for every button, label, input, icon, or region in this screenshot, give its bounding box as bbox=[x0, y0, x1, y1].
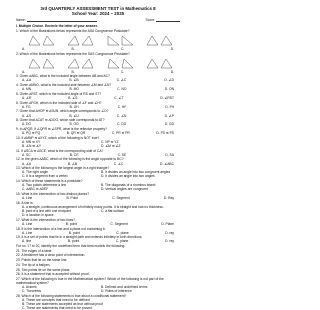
q2-option-a-figure[interactable] bbox=[27, 57, 57, 69]
q9-choice-d[interactable]: D. PS ≅ PS bbox=[156, 131, 174, 136]
q13-choice-b[interactable]: B. It divides an angle into two congruent angles bbox=[101, 170, 171, 175]
q15-choice-b[interactable]: B. Point bbox=[66, 196, 79, 201]
q2-option-c-figure[interactable] bbox=[106, 57, 136, 69]
q12-choice-d[interactable]: D. ∠ABC bbox=[160, 161, 174, 166]
question-21: 21. The edges of a table bbox=[16, 248, 52, 253]
q4-choice-a[interactable]: A. MN bbox=[22, 87, 32, 92]
q28-choice-b[interactable]: B. These are statements accepted as true without proof bbox=[22, 302, 103, 307]
q19-choice-b[interactable]: B. point bbox=[68, 239, 80, 244]
q2-figures bbox=[22, 57, 180, 69]
q19-choice-d[interactable]: D. ray bbox=[165, 239, 174, 244]
q17-choice-d[interactable]: D. Plane bbox=[161, 221, 174, 226]
q17-choice-c[interactable]: C. Segment bbox=[110, 221, 128, 226]
title-line-1: 3rd QUARTERLY ASSESSMENT TEST in Mathematics 8 bbox=[40, 6, 156, 11]
question-23: 23. Points that lie on the same line. bbox=[16, 258, 68, 263]
q18-choice-d[interactable]: D. ray bbox=[165, 230, 174, 235]
q14-choices bbox=[16, 183, 180, 191]
q4-choice-d[interactable]: D. ON bbox=[164, 87, 174, 92]
question-6: 6. Given ∆FGH, which is the included side of ∠F and ∠H? bbox=[16, 100, 102, 105]
q7-choice-b[interactable]: B. ∠U bbox=[69, 113, 79, 118]
q15-choices bbox=[16, 196, 180, 200]
q2-choice-d[interactable]: D. bbox=[170, 69, 174, 74]
question-24: 24. The tip of a ballpen. bbox=[16, 262, 51, 267]
q3-choice-a[interactable]: A. ∠A bbox=[22, 78, 32, 83]
q11-choice-c[interactable]: C. SE bbox=[117, 152, 127, 157]
question-7: 7. Given that ∆HOP ≅ ∆SUN, which angle corresponds to ∠O? bbox=[16, 109, 109, 114]
q27-choice-d[interactable]: D. Rules of inference bbox=[101, 289, 132, 294]
question-15: 15. What is the intersection of two distinct planes? bbox=[16, 192, 90, 196]
q6-choice-b[interactable]: B. GH bbox=[69, 104, 79, 109]
question-11: 11. If ∆SCA ≅ ∆SCE, what is the corresponding side of CA? bbox=[16, 148, 104, 153]
q16-choice-b[interactable]: B. part of a line with one endpoint bbox=[22, 208, 71, 213]
question-3: 3. Given ∆ABC, what is the included angle between AB and AC? bbox=[16, 74, 110, 79]
q12-choices bbox=[16, 162, 180, 166]
question-2: 2. Which of the illustrations below represents the SAS Congruence Postulate? bbox=[16, 51, 130, 56]
q5-choice-c[interactable]: C. ∠T bbox=[114, 96, 124, 100]
q6-choice-a[interactable]: A. FG bbox=[22, 104, 31, 109]
score-label: Score: bbox=[145, 18, 156, 22]
section-heading: I. Multiple Choice. Encircle the letter of your answer. bbox=[16, 24, 98, 29]
q1-choice-a[interactable]: A. bbox=[22, 46, 26, 51]
q18-choices bbox=[16, 231, 180, 235]
q8-choices bbox=[16, 122, 180, 126]
q11-choice-a[interactable]: A. SC bbox=[22, 152, 31, 157]
q8-choice-d[interactable]: D. GD bbox=[164, 122, 174, 127]
q6-choice-d[interactable]: D. FH bbox=[165, 104, 174, 109]
q27-choices bbox=[16, 285, 180, 293]
question-26: 26. It is a statement that is accepted without proof. bbox=[16, 272, 90, 277]
q2-choices bbox=[16, 70, 180, 74]
q11-choice-d[interactable]: D. SA bbox=[165, 152, 174, 157]
q27-choice-b[interactable]: B. Defined and undefined terms bbox=[101, 285, 148, 290]
q1-figures bbox=[22, 34, 180, 46]
q17-choices bbox=[16, 222, 180, 226]
question-10: 10. If ∆MNP ≅ ∆XYZ, which of the following is NOT true? bbox=[16, 135, 100, 140]
q16-choice-d[interactable]: D. a location in space bbox=[22, 213, 54, 218]
question-16: 16. A line is: bbox=[16, 200, 34, 205]
q1-choice-b[interactable]: B. bbox=[71, 46, 75, 51]
question-19: 19. It is a set of points that lie in a straight path and extends infinitely in both directions. bbox=[16, 235, 143, 240]
q14-choice-d[interactable]: D. Vertical angles are congruent bbox=[101, 187, 148, 192]
q1-choice-d[interactable]: D. bbox=[170, 46, 174, 51]
q17-choice-a[interactable]: A. Line bbox=[22, 221, 33, 226]
question-27: 27. Which of the following is true in the Mathematical system? Which of the following is not part of the mathematical system? bbox=[16, 276, 164, 285]
q9-choice-b[interactable]: B. QR ≅ QR bbox=[66, 131, 86, 136]
q12-choice-b[interactable]: B. ∠B bbox=[67, 161, 78, 166]
name-label: Name: bbox=[16, 18, 26, 22]
q12-choice-c[interactable]: C. ∠C bbox=[113, 161, 124, 166]
q1-option-b-figure[interactable] bbox=[66, 34, 96, 46]
q13-choice-a[interactable]: A. The right angle bbox=[22, 170, 48, 175]
q19-choice-c[interactable]: C. plane bbox=[116, 239, 129, 244]
question-5: 5. Given ∆RST, which is the included angle of RS and ST? bbox=[16, 91, 102, 96]
q2-option-d-figure[interactable] bbox=[145, 57, 175, 69]
q11-choice-b[interactable]: B. CE bbox=[69, 152, 79, 157]
q16-choice-c[interactable]: C. a flat surface bbox=[101, 208, 125, 213]
q3-choice-d[interactable]: D. ∠D bbox=[164, 78, 174, 83]
score-blank[interactable] bbox=[156, 21, 180, 22]
q7-choice-a[interactable]: A. ∠S bbox=[22, 113, 32, 118]
name-score-row bbox=[16, 18, 180, 22]
q28-choice-c[interactable]: C. These are statements that need to be proved bbox=[22, 306, 92, 310]
question-14: 14. Which of these statements is a postulate? bbox=[16, 179, 83, 184]
question-17: 17. What is the intersection of two lines? bbox=[16, 217, 76, 222]
q9-choices bbox=[16, 131, 180, 135]
q8-choice-a[interactable]: A. DO bbox=[22, 122, 31, 127]
q5-choice-b[interactable]: B. ∠S bbox=[68, 96, 78, 100]
q12-choice-a[interactable]: A. ∠A bbox=[22, 161, 32, 166]
question-22: 22. A bedsheet has a clear point of intersection. bbox=[16, 253, 86, 258]
q3-choice-b[interactable]: B. ∠B bbox=[69, 78, 79, 83]
q8-choice-c[interactable]: C. DG bbox=[117, 122, 127, 127]
question-13: 13. Which of the following is the largest angle in a right triangle? bbox=[16, 166, 110, 171]
q15-choice-c[interactable]: C. Segment bbox=[112, 196, 130, 201]
question-18: 18. It is the intersection of a line and a plane not containing it. bbox=[16, 226, 106, 231]
q5-choice-a[interactable]: A. ∠R bbox=[22, 96, 32, 100]
q4-choice-c[interactable]: C. NO bbox=[117, 87, 127, 92]
q1-option-c-figure[interactable] bbox=[106, 34, 136, 46]
question-4: 4. Given ∆MNO, what is the included side between ∠M and ∠N? bbox=[16, 83, 112, 88]
q4-choices bbox=[16, 87, 180, 91]
q1-choices bbox=[16, 47, 180, 51]
q14-choice-a[interactable]: A. Two points determine a line bbox=[22, 183, 67, 188]
q9-choice-c[interactable]: C. PR ≅ PR bbox=[111, 131, 130, 136]
q15-choice-a[interactable]: A. Line bbox=[22, 196, 33, 201]
q10-choice-a[interactable]: A. MN ≅ XY bbox=[22, 139, 41, 144]
q17-choice-b[interactable]: B. point bbox=[65, 221, 77, 226]
q13-choices bbox=[16, 170, 180, 178]
q27-choice-a[interactable]: A. Axioms bbox=[22, 285, 37, 290]
q15-choice-d[interactable]: D. Ray bbox=[163, 196, 174, 201]
q18-choice-a[interactable]: A. Line bbox=[22, 230, 33, 235]
question-9: 9. In ∆PQR, if ∠QPR ≅ ∠SPR, what is the reflexive property? bbox=[16, 127, 107, 132]
question-8: 8. Given that ∆CAT ≅ ∆DOG, which side corresponds to AT? bbox=[16, 118, 105, 123]
q8-choice-b[interactable]: B. OG bbox=[69, 122, 79, 127]
instruction-17-20: For no. 17 to 20, identify the undefined term that best models the following. bbox=[16, 244, 126, 249]
q28-choice-a[interactable]: A. These are concepts that need to be defined bbox=[22, 297, 90, 302]
q7-choice-d[interactable]: D. ∠P bbox=[164, 113, 174, 118]
question-28: 28. Which of the following statements is true about a conditional statement? bbox=[16, 293, 127, 298]
q13-choice-c[interactable]: C. It is a segment from a vertex bbox=[22, 174, 68, 179]
q1-choice-c[interactable]: C. bbox=[121, 46, 125, 51]
title-line-2: School Year: 2024 – 2025 bbox=[71, 11, 125, 16]
question-25: 25. Two points lie on the same plane. bbox=[16, 267, 71, 272]
q13-choice-d[interactable]: D. It divides an angle into two angles bbox=[101, 174, 155, 179]
q7-choices bbox=[16, 114, 180, 118]
q2-choice-a[interactable]: A. bbox=[22, 69, 26, 74]
q4-choice-b[interactable]: B. MO bbox=[69, 87, 79, 92]
q1-option-a-figure[interactable] bbox=[27, 34, 57, 46]
q7-choice-c[interactable]: C. ∠N bbox=[116, 113, 127, 118]
q19-choices bbox=[16, 239, 180, 243]
q18-choice-c[interactable]: C. plane bbox=[116, 230, 129, 235]
q10-choice-b[interactable]: B. ∠N ≅ ∠Y bbox=[22, 144, 42, 148]
q5-choice-d[interactable]: D. ∠RST bbox=[160, 96, 174, 100]
q27-choice-c[interactable]: C. Theorems bbox=[22, 289, 41, 294]
q2-choice-b[interactable]: B. bbox=[71, 69, 75, 74]
q14-choice-b[interactable]: B. The diagonals of a rhombus bisect bbox=[101, 183, 156, 188]
q3-choice-c[interactable]: C. ∠C bbox=[116, 78, 127, 83]
q10-choice-d[interactable]: D. ∠M ≅ ∠Z bbox=[101, 144, 121, 148]
q16-choice-a[interactable]: A. a straight, continuous arrangement of infinitely many points. It is straight and has no thickness. bbox=[22, 204, 164, 209]
q11-choices bbox=[16, 153, 180, 157]
q9-choice-a[interactable]: A. PQ ≅ PQ bbox=[22, 131, 41, 136]
q10-choice-c[interactable]: C. NP ≅ YZ bbox=[101, 139, 119, 144]
question-12: 12. In the given ∆ABC, which of the following is the angle opposite to BC? bbox=[16, 157, 124, 162]
q5-choices bbox=[16, 96, 180, 100]
q2-choice-c[interactable]: C. bbox=[121, 69, 125, 74]
q1-option-d-figure[interactable] bbox=[145, 34, 175, 46]
q2-option-b-figure[interactable] bbox=[66, 57, 96, 69]
q16-choices bbox=[16, 205, 180, 217]
q3-choices bbox=[16, 78, 180, 82]
q6-choice-c[interactable]: C. HF bbox=[117, 104, 127, 109]
q10-choices bbox=[16, 140, 180, 148]
question-1: 1. Which of the illustrations below represents the ASA Congruence Postulate? bbox=[16, 28, 130, 33]
q18-choice-b[interactable]: B. point bbox=[68, 230, 80, 235]
name-blank[interactable] bbox=[27, 21, 97, 22]
q19-choice-a[interactable]: A. line bbox=[22, 239, 32, 244]
q14-choice-c[interactable]: C. ∆ABC ≅ ∆DEF bbox=[22, 187, 49, 192]
q6-choices bbox=[16, 105, 180, 109]
